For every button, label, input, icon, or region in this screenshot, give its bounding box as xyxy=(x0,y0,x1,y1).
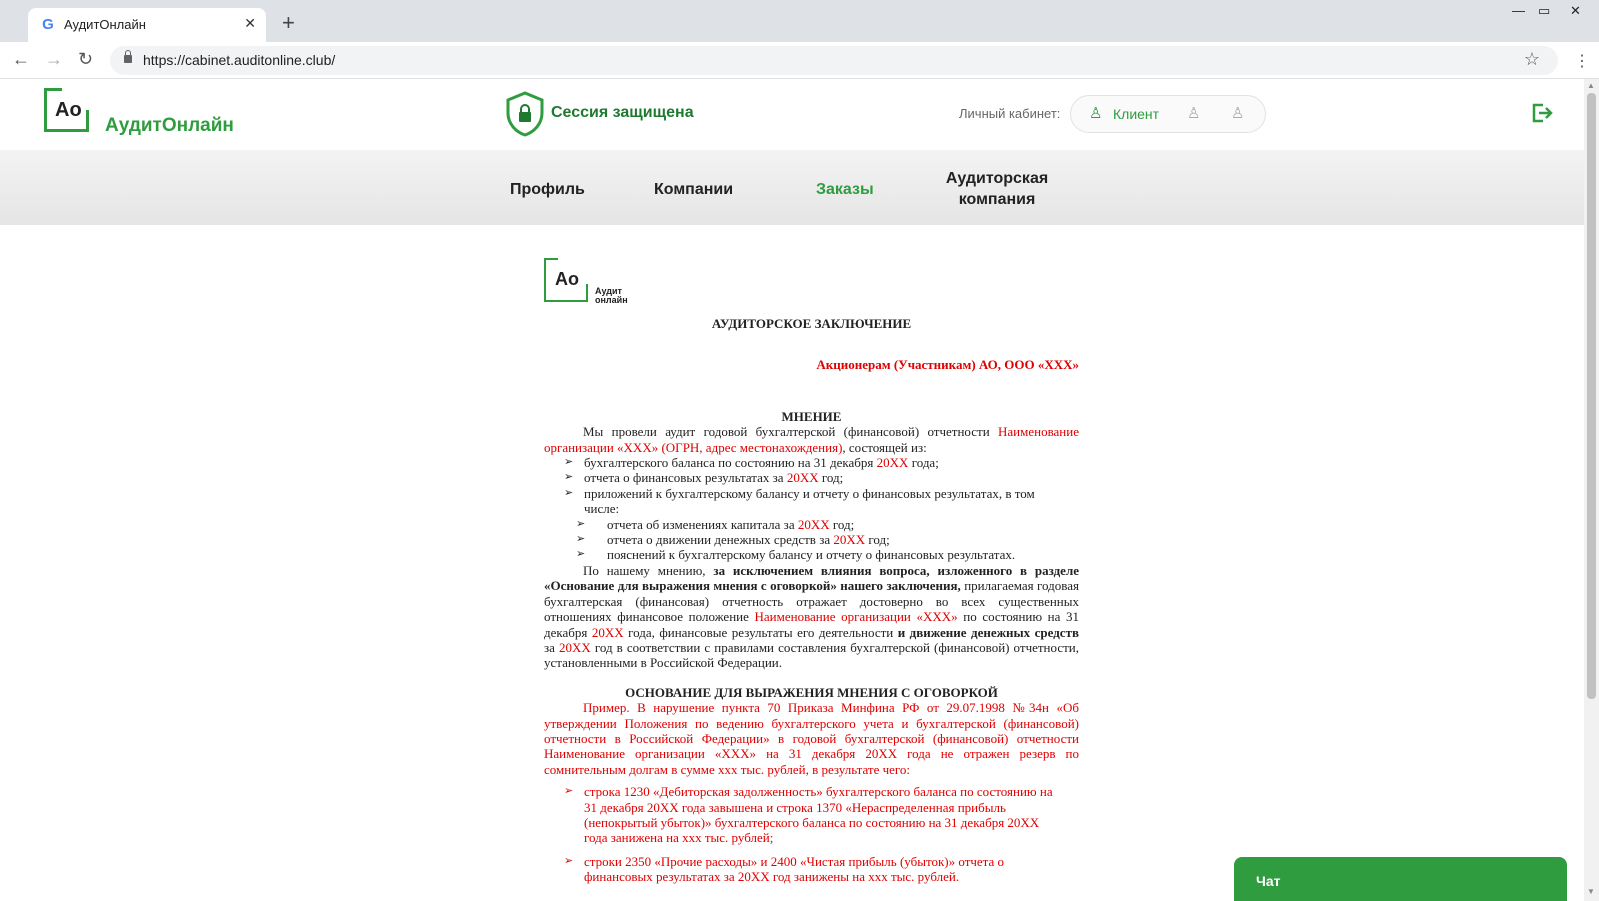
scroll-up-icon[interactable]: ▲ xyxy=(1587,81,1595,90)
list-item: ➢ бухгалтерского баланса по состоянию на 31 декабря 20ХХ года; xyxy=(544,455,1079,470)
page-scrollbar[interactable] xyxy=(1584,79,1599,901)
browser-tabbar xyxy=(0,0,1599,42)
forward-icon[interactable]: → xyxy=(45,49,63,69)
session-status: Сессия защищена xyxy=(551,104,694,121)
maximize-icon[interactable]: ▭ xyxy=(1538,3,1551,18)
scrollbar-thumb[interactable] xyxy=(1587,93,1596,699)
opinion-paragraph: Мы провели аудит годовой бухгалтерской (финансовой) отчетности Наименование организации «ХХХ» (ОГРН, адрес местонахождения), состоящей из: xyxy=(544,424,1079,455)
list-item: ➢ пояснений к бухгалтерскому балансу и отчету о финансовых результатах. xyxy=(544,547,1079,562)
browser-tab[interactable] xyxy=(28,8,266,42)
logo-line-2: онлайн xyxy=(595,295,628,305)
nav-companies[interactable]: Компании xyxy=(654,181,734,198)
scroll-down-icon[interactable]: ▼ xyxy=(1587,887,1595,896)
address-bar[interactable] xyxy=(110,46,1558,75)
minimize-icon[interactable]: — xyxy=(1512,3,1525,18)
list-item: ➢ отчета о движении денежных средств за 20ХХ год; xyxy=(544,532,1079,547)
main-nav xyxy=(0,150,1584,225)
basis-heading: ОСНОВАНИЕ ДЛЯ ВЫРАЖЕНИЯ МНЕНИЯ С ОГОВОРКОЙ xyxy=(625,684,998,700)
reload-icon[interactable]: ↻ xyxy=(78,49,94,69)
window-close-icon[interactable]: ✕ xyxy=(1570,3,1581,18)
chat-widget[interactable] xyxy=(1234,857,1567,901)
logout-icon[interactable] xyxy=(1531,102,1553,124)
nav-profile[interactable]: Профиль xyxy=(510,181,585,198)
browser-toolbar xyxy=(0,42,1599,79)
back-icon[interactable]: ← xyxy=(12,49,30,69)
google-favicon-icon: G xyxy=(42,16,54,33)
role-client-label[interactable]: Клиент xyxy=(1113,106,1160,122)
site-logo[interactable] xyxy=(44,88,89,132)
basis-paragraph: Пример. В нарушение пункта 70 Приказа Минфина РФ от 29.07.1998 №34н «Об утверждении Положения по ведению бухгалтерского учета и бухгалтерской (финансовой) отчетности в Российской Федерации» в годовой бухгалтерской (финансовой) отчетности Наименование организации «ХХХ» на 31 декабря 20ХХ года не отражен резерв по сомнительным долгам в сумме ххх тыс. рублей, в результате чего: xyxy=(544,700,1079,777)
nav-orders[interactable]: Заказы xyxy=(816,181,874,198)
list-item: ➢ строки 2350 «Прочие расходы» и 2400 «Чистая прибыль (убыток)» отчета о финансовых результатах за 20ХХ год занижены на ххх тыс. рублей. xyxy=(544,854,1079,885)
user-icon[interactable]: ♙ xyxy=(1089,105,1103,122)
document-logo-mark: Ао xyxy=(555,269,579,289)
browser-menu-icon[interactable]: ⋮ xyxy=(1574,53,1590,70)
list-item: ➢ строка 1230 «Дебиторская задолженность» бухгалтерского баланса по состоянию на 31 декабря 20ХХ года завышена и строка 1370 «Нераспределенная прибыль (непокрытый убыток)» бухгалтерского баланса по состоянию на 31 декабря 20ХХ года занижена на ххх тыс. рублей; xyxy=(544,784,1079,846)
user-icon[interactable]: ♙ xyxy=(1187,105,1201,122)
bookmark-star-icon[interactable]: ☆ xyxy=(1523,49,1540,69)
shield-lock-icon xyxy=(505,91,545,137)
tab-title: АудитОнлайн xyxy=(64,17,146,32)
document-addressee: Акционерам (Участникам) АО, ООО «ХХХ» xyxy=(816,357,1079,373)
role-switcher xyxy=(1070,95,1266,133)
list-item: ➢ отчета о финансовых результатах за 20ХХ год; xyxy=(544,470,1079,485)
tab-close-icon[interactable]: ✕ xyxy=(244,15,256,31)
url-text[interactable]: https://cabinet.auditonline.club/ xyxy=(143,52,336,68)
list-item: ➢ отчета об изменениях капитала за 20ХХ год; xyxy=(544,517,1079,532)
audit-report-document xyxy=(544,258,1079,885)
document-title: АУДИТОРСКОЕ ЗАКЛЮЧЕНИЕ xyxy=(711,316,912,331)
list-item: ➢ приложений к бухгалтерскому балансу и отчету о финансовых результатах, в том числе: xyxy=(544,486,1079,517)
opinion-body: По нашему мнению, за исключением влияния вопроса, изложенного в разделе «Основание для выражения мнения с оговоркой» нашего заключения, прилагаемая годовая бухгалтерская (финансовая) отчетность отражает достоверно во всех существенных отношениях финансовое положение Наименование организации «ХХХ» по состоянию на 31 декабря 20ХХ года, финансовые результаты его деятельности и движение денежных средств за 20ХХ год в соответствии с правилами составления бухгалтерской (финансовой) отчетности, установленными в Российской Федерации. xyxy=(544,562,1080,671)
cabinet-label: Личный кабинет: xyxy=(959,106,1061,121)
brand-name[interactable]: АудитОнлайн xyxy=(105,115,234,136)
opinion-heading: МНЕНИЕ xyxy=(781,408,842,424)
lock-icon xyxy=(124,55,132,63)
document-logo-text xyxy=(595,287,628,305)
user-icon[interactable]: ♙ xyxy=(1231,105,1245,122)
document-logo xyxy=(544,258,588,302)
chat-label: Чат xyxy=(1256,873,1281,889)
logo-line-1: Аудит xyxy=(595,286,622,296)
logo-mark: Ао xyxy=(55,99,82,121)
new-tab-icon[interactable]: + xyxy=(282,10,295,35)
nav-audit-company[interactable]: Аудиторская компания xyxy=(945,170,1049,208)
